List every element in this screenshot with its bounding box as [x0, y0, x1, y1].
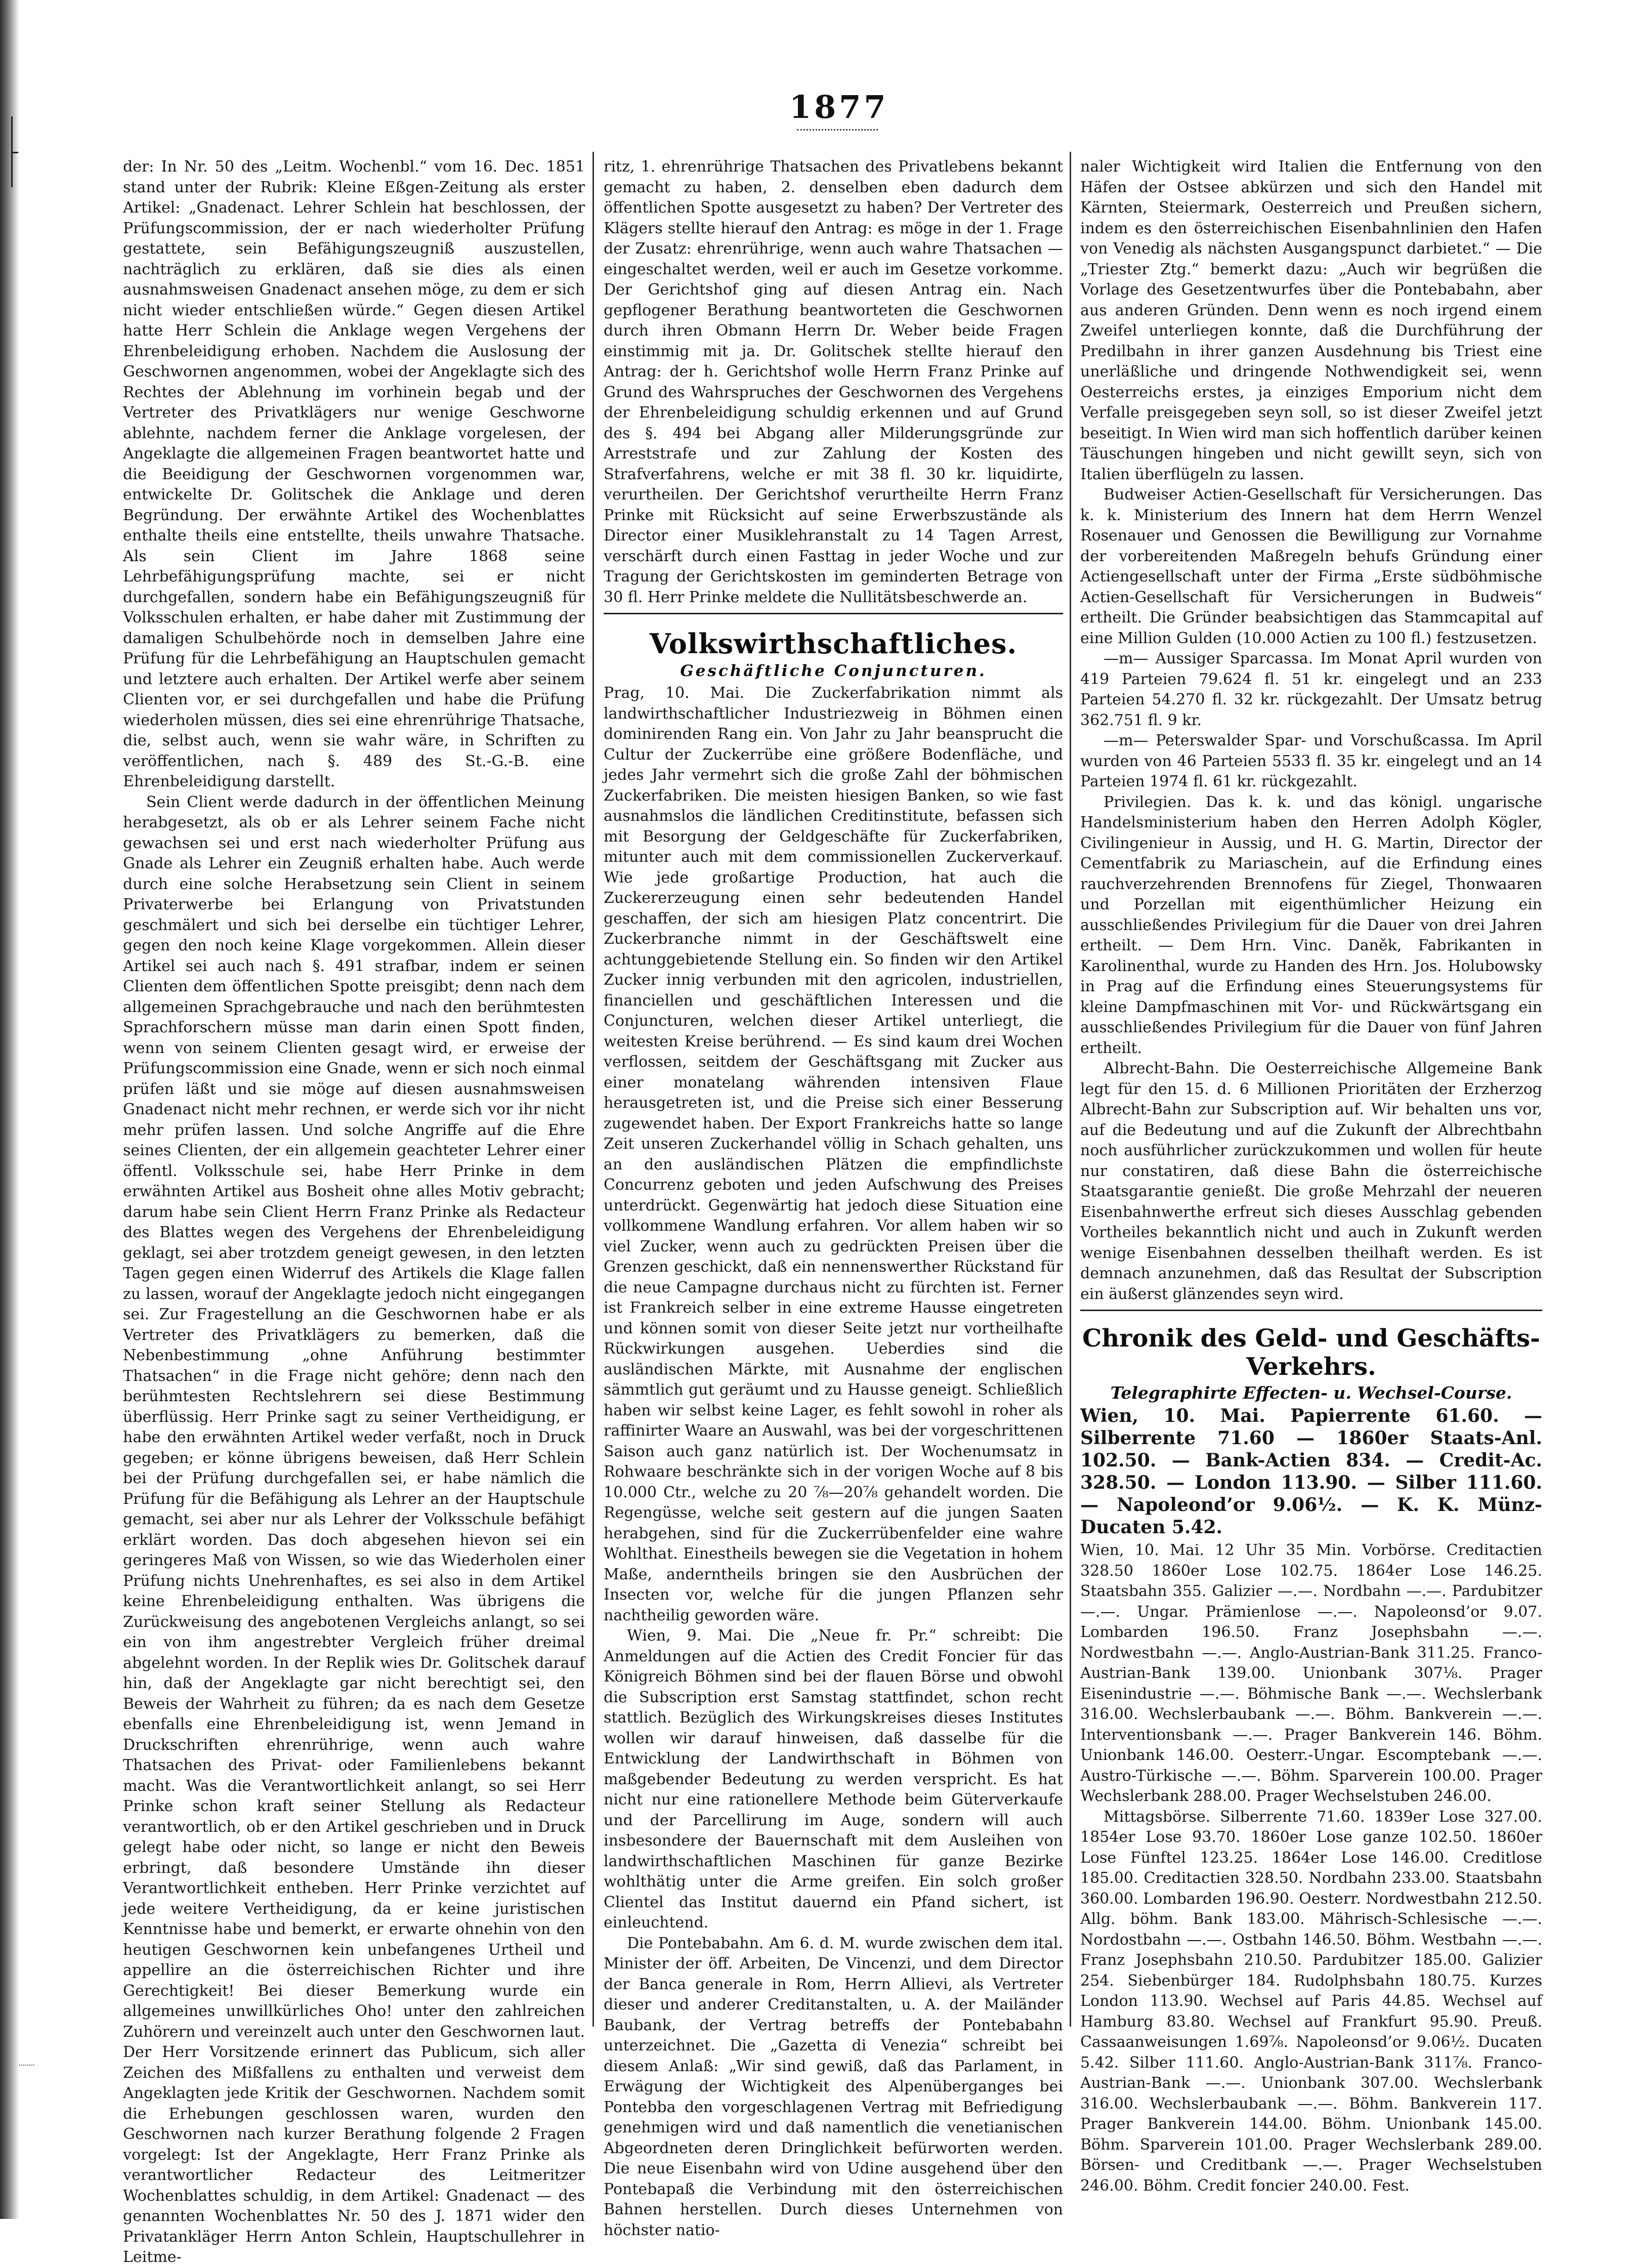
- page-number: 1877: [789, 89, 889, 125]
- exchange-report: Wien, 10. Mai. 12 Uhr 35 Min. Vorbörse. Creditactien 328.50 1860er Lose 102.75. 1864er Lose 146.25. Staatsbahn 355. Galizier —.—. Nordbahn —.—. Pardubitzer —.—. Ungar. Prämienlose —.—. Napoleonsd’or 9.07. Lombarden 196.50. Franz Josephsbahn —.—. Nordwestbahn —.—. Anglo-Austrian-Bank 311.25. Franco-Austrian-Bank 139.00. Unionbank 307⅛. Prager Eisenindustrie —.—. Böhmische Bank —.—. Wechslerbank 316.00. Wechslerbaubank —.—. Böhm. Bankverein —.—. Interventionsbank —.—. Prager Bankverein 146. Böhm. Unionbank 146.00. Oesterr.-Ungar. Escomptebank —.—. Austro-Türkische —.—. Böhm. Sparverein 100.00. Prager Wechslerbank 288.00. Prager Wechselstuben 246.00.: [1080, 1541, 1542, 1805]
- column-rule: [592, 152, 594, 2027]
- section-subheading: Geschäftliche Conjuncturen.: [680, 662, 987, 680]
- column-1: [123, 157, 585, 2266]
- article-paragraph: Sein Client werde dadurch in der öffentlichen Meinung herabgesetzt, als ob er als Lehrer seinem Fache nicht gewachsen sei und erst nach wiederholter Prüfung aus Gnade als Lehrer ein Zeugniß erhalten habe. Auch werde durch eine solche Herabsetzung sein Client in seinem Privaterwerbe bei Erlangung von Privatstunden geschmälert und sich bei derselbe ein tüchtiger Lehrer, gegen den noch keine Klage vorgekommen. Allein dieser Artikel sei auch nach §. 491 strafbar, indem er seinen Clienten dem öffentlichen Spotte preisgibt; denn nach dem allgemeinen Sprachgebrauche und nach den berühmtesten Sprachforschern müsse man darin einen Spott finden, wenn von seinem Clienten gesagt wird, er erweise der Prüfungscommission eine Gnade, wenn er sich noch einmal prüfen läßt und sie möge auf diesen ausnahmsweisen Gnadenact nicht mehr rechnen, er werde sich vor ihr nicht mehr prüfen lassen. Und solche Angriffe auf die Ehre seines Clienten, der ein allgemein geachteter Lehrer einer öffentl. Volksschule sei, habe Herr Prinke in dem erwähnten Artikel aus Bosheit ohne alles Motiv gebracht; darum habe sein Client Herrn Franz Prinke als Redacteur des Blattes wegen des Vergehens der Ehrenbeleidigung geklagt, sei aber trotzdem geneigt gewesen, in den letzten Tagen gegen einen Widerruf des Artikels die Klage fallen zu lassen, worauf der Angeklagte jedoch nicht eingegangen sei. Zur Fragestellung an die Geschwornen habe er als Vertreter des Privatklägers zu bemerken, daß die Nebenbestimmung „ohne Anführung bestimmter Thatsachen“ in die Frage nicht gehöre; denn nach den berühmtesten Rechtslehrern sei diese Bestimmung überflüssig. Herr Prinke sagt zu seiner Vertheidigung, er habe den erwähnten Artikel weder verfaßt, noch in Druck gegeben; er könne übrigens beweisen, daß Herr Schlein bei der Prüfung durchgefallen sei, er habe nämlich die Prüfung für die Befähigung als Lehrer an der Hauptschule gemacht, sei aber nur als Lehrer der Volksschule befähigt erklärt worden. Das doch abgesehen hievon sei ein geringeres Maß von Wissen, so wie das Wiederholen einer Prüfung nichts Unehrenhaftes, es sei also in dem Artikel keine Ehrenbeleidigung enthalten. Was übrigens die Zurückweisung des angebotenen Vergleichs anlangt, so sei ein von ihm angestrebter Vergleich früher dreimal abgelehnt worden. In der Replik wies Dr. Golitschek darauf hin, daß der Angeklagte gar nicht berechtigt sei, den Beweis der Wahrheit zu führen; da es nach dem Gesetze ebenfalls eine Ehrenbeleidigung ist, wenn Jemand in Druckschriften ehrenrührige, wenn auch wahre Thatsachen des Privat- oder Familienlebens bekannt macht. Was die Verantwortlichkeit anlangt, so sei Herr Prinke schon kraft seiner Stellung als Redacteur verantwortlich, ob er den Artikel geschrieben und in Druck gelegt habe oder nicht, so lange er nicht den Beweis erbringt, daß besondere Umstände ihn dieser Verantwortlichkeit entheben. Herr Prinke verzichtet auf jede weitere Vertheidigung, da er keine juristischen Kenntnisse habe und bemerkt, er erwarte ohnehin von den heutigen Geschwornen kein unbefangenes Urtheil und appellire an die österreichischen Richter und ihre Gerechtigkeit! Bei dieser Bemerkung wurde ein allgemeines unwillkürliches Oho! unter den zahlreichen Zuhörern und vereinzelt auch unter den Geschwornen laut. Der Herr Vorsitzende erinnert das Publicum, sich aller Zeichen des Mißfallens zu enthalten und verweist dem Angeklagten jede Kritik der Geschwornen. Nachdem somit die Erhebungen geschlossen waren, wurden den Geschwornen nach kurzer Berathung folgende 2 Fragen vorgelegt: Ist der Angeklagte, Herr Franz Prinke als verantwortlicher Redacteur des Leitmeritzer Wochenblattes schuldig, in dem Artikel: Gnadenact — des genannten Wochenblattes Nr. 50 des J. 1871 wider den Privatankläger Herrn Anton Schlein, Hauptschullehrer in Leitme-: [123, 793, 585, 2266]
- binding-marks: [0, 0, 30, 2219]
- article-paragraph: —m— Aussiger Sparcassa. Im Monat April wurden von 419 Parteien 79.624 fl. 51 kr. eingelegt und an 233 Parteien 54.270 fl. 32 kr. rückgezahlt. Der Umsatz betrug 362.751 fl. 9 kr.: [1080, 650, 1542, 729]
- column-3: [1080, 157, 1542, 2195]
- section-rule: [604, 613, 1063, 614]
- section-heading: Chronik des Geld- und Geschäfts-Verkehrs.: [1082, 1324, 1540, 1381]
- article-paragraph: Privilegien. Das k. k. und das königl. ungarische Handelsministerium haben den Herren Adolph Kögler, Civilingenieur in Aussig, und H. G. Martin, Director der Cementfabrik zu Mariaschein, auf die Erfindung eines rauchverzehrenden Brennofens für Ziegel, Thonwaaren und Porzellan mit eigenthümlicher Heizung ein ausschließendes Privilegium für die Dauer von drei Jahren ertheilt. — Dem Hrn. Vinc. Daněk, Fabrikanten in Karolinenthal, wurde zu Handen des Hrn. Jos. Holubowsky in Prag auf die Erfindung eines Steuerungsystems für kleine Dampfmaschinen mit Vor- und Rückwärtsgang ein ausschließendes Privilegium für die Dauer von fünf Jahren ertheilt.: [1080, 793, 1542, 1057]
- article-paragraph: ritz, 1. ehrenrührige Thatsachen des Privatlebens bekannt gemacht zu haben, 2. denselben eben dadurch dem öffentlichen Spotte ausgesetzt zu haben? Der Vertreter des Klägers stellte hierauf den Antrag: es möge in der 1. Frage der Zusatz: ehrenrührige, wenn auch wahre Thatsachen — eingeschaltet werden, weil er auch im Gesetze vorkomme. Der Gerichtshof ging auf diesen Antrag ein. Nach gepflogener Berathung beantworteten die Geschwornen durch ihren Obmann Herrn Dr. Weber beide Fragen einstimmig mit ja. Dr. Golitschek stellte hierauf den Antrag: der h. Gerichtshof wolle Herrn Franz Prinke auf Grund des Wahrspruches der Geschwornen des Vergehens der Ehrenbeleidigung schuldig erkennen und auf Grund des §. 494 bei Abgang aller Milderungsgründe zur Arreststrafe und zur Zahlung der Kosten des Strafverfahrens, welche er mit 38 fl. 30 kr. liquidirte, verurtheilen. Der Gerichtshof verurtheilte Herrn Franz Prinke mit Rücksicht auf seine Erwerbszustände als Director einer Musiklehranstalt zu 14 Tagen Arrest, verschärft durch einen Fasttag in jeder Woche und zur Tragung der Gerichtskosten im geminderten Betrage von 30 fl. Herr Prinke meldete die Nullitätsbeschwerde an.: [604, 158, 1063, 606]
- article-paragraph: —m— Peterswalder Spar- und Vorschußcassa. Im April wurden von 46 Parteien 5533 fl. 35 kr. eingelegt und an 14 Parteien 1974 fl. 61 kr. rückgezahlt.: [1080, 732, 1542, 790]
- article-paragraph: Albrecht-Bahn. Die Oesterreichische Allgemeine Bank legt für den 15. d. 6 Millionen Prioritäten der Erzherzog Albrecht-Bahn zur Subscription auf. Wir behalten uns vor, auf die Bedeutung und auf die Zukunft der Albrechtbahn noch ausführlicher zurückzukommen und wollen für heute nur constatiren, daß diese Bahn die österreichische Staatsgarantie genießt. Die große Mehrzahl der neueren Eisenbahnwerthe erfreut sich dieses Ausschlag gebenden Vortheiles bekanntlich nicht und auch in Zukunft werden wenige Eisenbahnen desselben theilhaft werden. Es ist demnach anzunehmen, daß das Resultat der Subscription ein äußerst glänzendes seyn wird.: [1080, 1060, 1542, 1303]
- section-rule: [1080, 1310, 1542, 1311]
- exchange-report: Mittagsbörse. Silberrente 71.60. 1839er Lose 327.00. 1854er Lose 93.70. 1860er Lose ganze 102.50. 1860er Lose Fünftel 123.25. 1864er Lose 146.00. Creditlose 185.00. Creditactien 328.50. Nordbahn 233.00. Staatsbahn 360.00. Lombarden 196.90. Oesterr. Nordwestbahn 212.50. Allg. böhm. Bank 183.00. Mährisch-Schlesische —.—. Nordostbahn —.—. Ostbahn 146.50. Böhm. Westbahn —.—. Franz Josephsbahn 210.50. Pardubitzer 185.00. Galizier 254. Siebenbürger 184. Rudolphsbahn 180.75. Kurzes London 113.90. Wechsel auf Paris 44.85. Wechsel auf Hamburg 83.80. Wechsel auf Frankfurt 95.90. Preuß. Cassaanweisungen 1.69⅞. Napoleonsd’or 9.06½. Ducaten 5.42. Silber 111.60. Anglo-Austrian-Bank 311⅞. Franco-Austrian-Bank —.—. Unionbank 307.00. Wechslerbank 316.00. Wechslerbaubank —.—. Böhm. Bankverein 117. Prager Bankverein 144.00. Böhm. Unionbank 145.00. Böhm. Sparverein 101.00. Prager Wechslerbank 289.00. Börsen- und Creditbank —.—. Prager Wechselstuben 246.00. Böhm. Credit foncier 240.00. Fest.: [1080, 1808, 1542, 2195]
- article-paragraph: Budweiser Actien-Gesellschaft für Versicherungen. Das k. k. Ministerium des Innern hat dem Herrn Wenzel Rosenauer und Genossen die Bewilligung zur Vornahme der vorbereitenden Maßregeln behufs Gründung einer Actiengesellschaft unter der Firma „Erste südböhmische Actien-Gesellschaft für Versicherungen in Budweis“ ertheilt. Die Gründer beabsichtigen das Stammcapital auf eine Million Gulden (10.000 Actien zu 100 fl.) festzusetzen.: [1080, 486, 1542, 647]
- column-rule: [1070, 152, 1071, 2027]
- binding-tick: [11, 152, 18, 153]
- article-paragraph: naler Wichtigkeit wird Italien die Entfernung von den Häfen der Ostsee abkürzen und sich den Handel mit Kärnten, Steiermark, Oesterreich und Preußen sichern, indem es den österreichischen Eisenbahnlinien den Hafen von Venedig als nächsten Ausgangspunct darbietet.“ — Die „Triester Ztg.“ bemerkt dazu: „Auch wir begrüßen die Vorlage des Gesetzentwurfes über die Pontebabahn, aber aus anderen Gründen. Denn wenn es noch irgend einem Zweifel unterliegen konnte, daß die Durchführung der Predilbahn in ihrer ganzen Ausdehnung bis Triest eine unerläßliche und dringende Nothwendigkeit sei, wenn Oesterreichs erstes, ja einziges Emporium nicht dem Verfalle preisgegeben seyn soll, so ist dieser Zweifel jetzt beseitigt. In Wien wird man sich hoffentlich darüber keinen Täuschungen hingeben und nicht gewillt seyn, sich von Italien überflügeln zu lassen.: [1080, 158, 1542, 483]
- margin-mark: [19, 2065, 34, 2068]
- column-2: [604, 157, 1063, 2239]
- article-paragraph: der: In Nr. 50 des „Leitm. Wochenbl.“ vom 16. Dec. 1851 stand unter der Rubrik: Kleine Eßgen-Zeitung als erster Artikel: „Gnadenact. Lehrer Schlein hat beschlossen, der Prüfungscommission, der er nach wiederholter Prüfung gestattete, sein Befähigungszeugniß auszustellen, nachträglich zu erklären, daß sie dies als einen ausnahmsweisen Gnadenact ansehen möge, zu dem er sich nicht wieder entschließen würde.“ Gegen diesen Artikel hatte Herr Schlein die Anklage wegen Vergehens der Ehrenbeleidigung erhoben. Nachdem die Auslosung der Geschwornen angenommen, wobei der Angeklagte sich des Rechtes der Ablehnung im vorhinein begab und der Vertreter des Privatklägers nur wenige Geschworne ablehnte, nachdem ferner die Anklage vorgelesen, der Angeklagte die allgemeinen Fragen beantwortet hatte und die Beeidigung der Geschwornen vorgenommen war, entwickelte Dr. Golitschek die Anklage und deren Begründung. Der erwähnte Artikel des Wochenblattes enthalte theils eine entstellte, theils unwahre Thatsache. Als sein Client im Jahre 1868 seine Lehrbefähigungsprüfung machte, sei er nicht durchgefallen, sondern habe ein Befähigungszeugniß für Volksschulen erhalten, er habe daher mit Zustimmung der damaligen Schulbehörde noch in demselben Jahre eine Prüfung für die Lehrbefähigung an Hauptschulen gemacht und letztere auch erhalten. Der Artikel werfe aber seinem Clienten vor, er sei durchgefallen und habe die Prüfung wiederholen müssen, dies sei eine ehrenrührige Thatsache, die, selbst auch, wenn sie wahr wäre, in Schriften zu veröffentlichen, nach §. 489 des St.-G.-B. eine Ehrenbeleidigung darstellt.: [123, 158, 585, 790]
- article-paragraph: Wien, 9. Mai. Die „Neue fr. Pr.“ schreibt: Die Anmeldungen auf die Actien des Credit Foncier für das Königreich Böhmen sind bei der flauen Börse und obwohl die Subscription erst Samstag stattfindet, schon recht stattlich. Bezüglich des Wirkungskreises dieses Institutes wollen wir darauf hinweisen, daß dasselbe für die Entwicklung der Landwirthschaft in Böhmen von maßgebender Bedeutung zu werden verspricht. Es hat nicht nur eine rationellere Methode beim Güterverkaufe und der Parcellirung im Auge, sondern will auch insbesondere der Bauernschaft mit dem Ausleihen von landwirthschaftlichen Maschinen für ganze Bezirke wohlthätig unter die Arme greifen. Ein solch großer Clientel das Institut dauernd ein Pfand sichert, ist einleuchtend.: [604, 1627, 1063, 1931]
- article-paragraph: Die Pontebabahn. Am 6. d. M. wurde zwischen dem ital. Minister der öff. Arbeiten, De Vincenzi, und dem Director der Banca generale in Rom, Herrn Allievi, als Vertreter dieser und anderer Creditanstalten, u. A. der Mailänder Baubank, der Vertrag betreffs der Pontebabahn unterzeichnet. Die „Gazetta di Venezia“ schreibt bei diesem Anlaß: „Wir sind gewiß, daß das Parlament, in Erwägung der Wichtigkeit des Alpenüberganges bei Pontebba den vorgeschlagenen Vertrag mit Befriedigung genehmigen wird und daß namentlich die venetianischen Abgeordneten deren Dringlichkeit befürworten werden. Die neue Eisenbahn wird von Udine ausgehend über den Pontebapaß die Verbindung mit den österreichischen Bahnen herstellen. Durch dieses Unternehmen von höchster natio-: [604, 1934, 1063, 2239]
- section-subheading: Telegraphirte Effecten- u. Wechsel-Course.: [1110, 1383, 1512, 1403]
- section-heading: Volkswirthschaftliches.: [649, 627, 1018, 660]
- page-number-rule: [797, 129, 878, 133]
- telegraph-course-block: Wien, 10. Mai. Papierrente 61.60. — Silberrente 71.60 — 1860er Staats-Anl. 102.50. — Bank-Actien 834. — Credit-Ac. 328.50. — London 113.90. — Silber 111.60. — Napoleond’or 9.06½. — K. K. Münz-Ducaten 5.42.: [1080, 1405, 1542, 1538]
- article-paragraph: Prag, 10. Mai. Die Zuckerfabrikation nimmt als landwirthschaftlicher Industriezweig in Böhmen einen dominirenden Rang ein. Von Jahr zu Jahr beansprucht die Cultur der Zuckerrübe eine größere Bodenfläche, und jedes Jahr vermehrt sich die große Zahl der böhmischen Zuckerfabriken. Die meisten hiesigen Banken, so wie fast ausnahmslos die ländlichen Creditinstitute, befassen sich mit Besorgung der Geldgeschäfte für Zuckerfabriken, mitunter auch mit dem commissionellen Zuckerverkauf. Wie jede großartige Production, hat auch die Zuckererzeugung einen sehr bedeutenden Handel geschaffen, der sich am hiesigen Platz concentrirt. Die Zuckerbranche nimmt in der Geschäftswelt eine achtunggebietende Stellung ein. So finden wir den Artikel Zucker innig verbunden mit den agricolen, industriellen, financiellen und geschäftlichen Interessen und die Conjuncturen, welchen dieser Artikel unterliegt, die weitesten Kreise berührend. — Es sind kaum drei Wochen verflossen, seitdem der Geschäftsgang mit Zucker aus einer monatelang währenden intensiven Flaue herausgetreten ist, und die Preise sich einer Besserung zugewendet haben. Der Export Frankreichs hatte so lange Zeit unseren Zuckerhandel völlig in Schach gehalten, uns an den ausländischen Plätzen die empfindlichste Concurrenz geboten und jeden Aufschwung des Preises unterdrückt. Gegenwärtig hat jedoch diese Situation eine vollkommene Wandlung erfahren. Vor allem haben wir so viel Zucker, wenn auch zu gedrückten Preisen über die Grenzen geschickt, daß ein nennenswerther Rückstand für die neue Campagne durchaus nicht zu fürchten ist. Ferner ist Frankreich selber in eine extreme Hausse eingetreten und können somit von dieser Seite jetzt nur vortheilhafte Rückwirkungen ausgehen. Ueberdies sind die ausländischen Märkte, mit Ausnahme der englischen sämmtlich gut geräumt und zu Hausse geneigt. Schließlich haben wir selbst keine Lager, es fehlt sowohl in roher als raffinirter Waare an Auswahl, was bei der vorgeschrittenen Saison auch ganz natürlich ist. Der Wochenumsatz in Rohwaare beschränkte sich in der vorigen Woche auf 8 bis 10.000 Ctr., welche zu 20 ⅞—20⅞ gehandelt worden. Die Regengüsse, welche seit gestern auf die jungen Saaten herabgehen, sind für die Zuckerrübenfelder eine wahre Wohlthat. Einestheils bewegen sie die Vegetation in hohem Maße, anderntheils bringen sie den Ausbrüchen der Insecten vor, welche für die jungen Pflanzen sehr nachtheilig geworden wäre.: [604, 684, 1063, 1624]
